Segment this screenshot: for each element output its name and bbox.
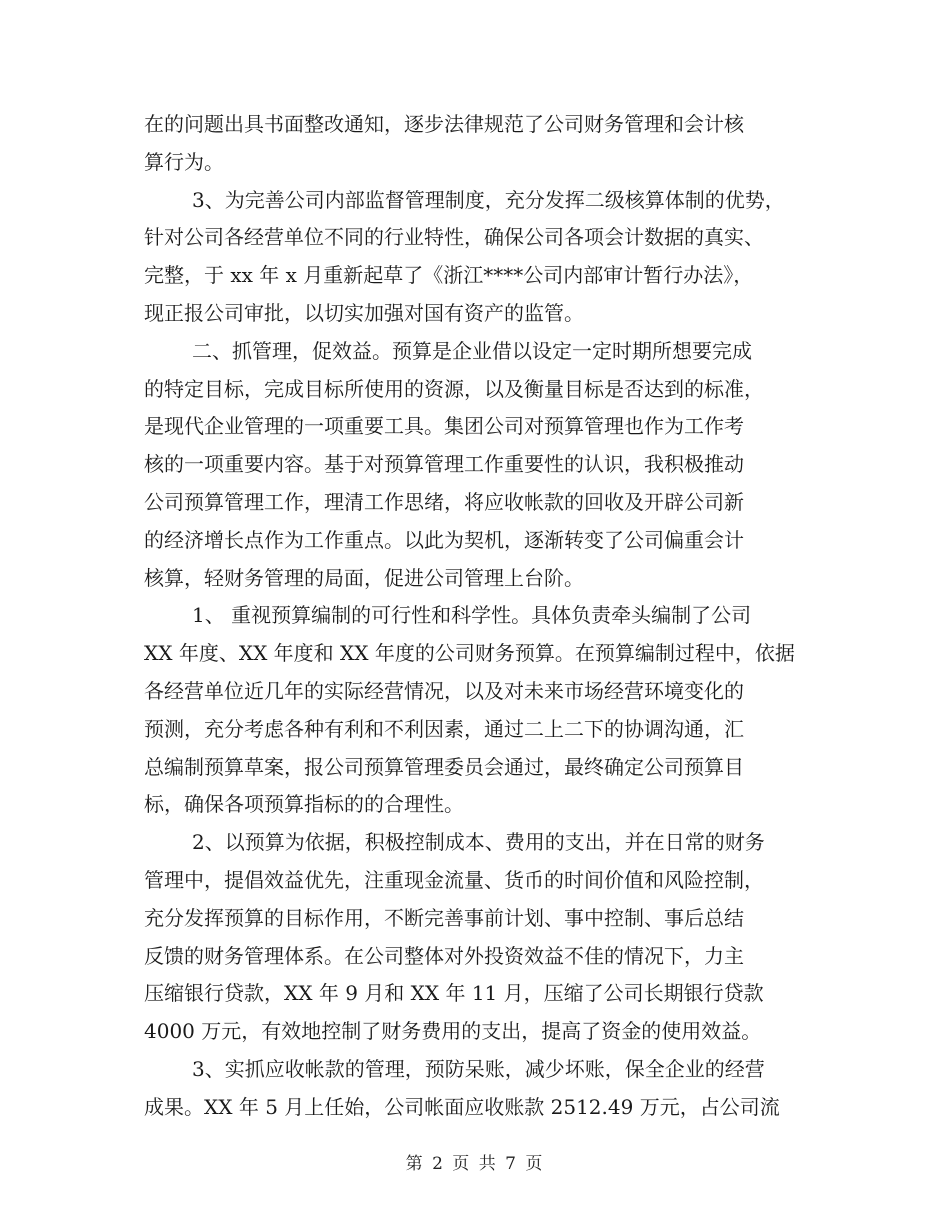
text-line: 在的问题出具书面整改通知，逐步法律规范了公司财务管理和会计核 <box>144 112 744 136</box>
text-line: 公司预算管理工作，理清工作思绪，将应收帐款的回收及开辟公司新 <box>144 489 744 514</box>
text-line: 管理中，提倡效益优先，注重现金流量、货币的时间价值和风险控制， <box>144 867 764 892</box>
text-line: 3、实抓应收帐款的管理，预防呆账，减少坏账，保全企业的经营 <box>192 1056 765 1081</box>
text-line: 的特定目标，完成目标所使用的资源，以及衡量目标是否达到的标准， <box>144 376 764 401</box>
text-line: 是现代企业管理的一项重要工具。集团公司对预算管理也作为工作考 <box>144 414 744 439</box>
text-line: 的经济增长点作为工作重点。以此为契机，逐渐转变了公司偏重会计 <box>144 527 744 552</box>
text-line: 各经营单位近几年的实际经营情况，以及对未来市场经营环境变化的 <box>144 678 744 703</box>
text-line: 压缩银行贷款，XX 年 9 月和 XX 年 11 月，压缩了公司长期银行贷款 <box>144 981 764 1006</box>
text-line: 完整，于 xx 年 x 月重新起草了《浙江****公司内部审计暂行办法》， <box>144 263 754 288</box>
text-line: 二、抓管理，促效益。预算是企业借以设定一定时期所想要完成 <box>192 338 752 363</box>
text-line: 针对公司各经营单位不同的行业特性，确保公司各项会计数据的真实、 <box>144 225 764 250</box>
text-line: 1、 重视预算编制的可行性和科学性。具体负责牵头编制了公司 <box>192 603 752 628</box>
text-line: 2、以预算为依据，积极控制成本、费用的支出，并在日常的财务 <box>192 830 765 855</box>
text-line: 核的一项重要内容。基于对预算管理工作重要性的认识，我积极推动 <box>144 452 744 477</box>
text-line: 总编制预算草案，报公司预算管理委员会通过，最终确定公司预算目 <box>144 754 744 779</box>
page-footer: 第 2 页 共 7 页 <box>405 1154 545 1174</box>
text-line: 4000 万元，有效地控制了财务费用的支出，提高了资金的使用效益。 <box>144 1019 762 1044</box>
text-line: 3、为完善公司内部监督管理制度，充分发挥二级核算体制的优势， <box>192 187 785 212</box>
text-line: 核算，轻财务管理的局面，促进公司管理上台阶。 <box>144 565 584 590</box>
text-line: 反馈的财务管理体系。在公司整体对外投资效益不佳的情况下，力主 <box>144 943 744 968</box>
text-line: XX 年度、XX 年度和 XX 年度的公司财务预算。在预算编制过程中，依据 <box>144 641 795 666</box>
text-line: 算行为。 <box>144 149 224 174</box>
document-body <box>144 106 814 1127</box>
text-line: 充分发挥预算的目标作用，不断完善事前计划、事中控制、事后总结 <box>144 905 744 930</box>
text-line: 现正报公司审批，以切实加强对国有资产的监管。 <box>144 300 584 325</box>
text-line: 成果。XX 年 5 月上任始，公司帐面应收账款 2512.49 万元，占公司流 <box>144 1094 780 1119</box>
text-line: 预测，充分考虑各种有利和不利因素，通过二上二下的协调沟通，汇 <box>144 716 744 741</box>
text-line: 标，确保各项预算指标的的合理性。 <box>144 792 464 817</box>
